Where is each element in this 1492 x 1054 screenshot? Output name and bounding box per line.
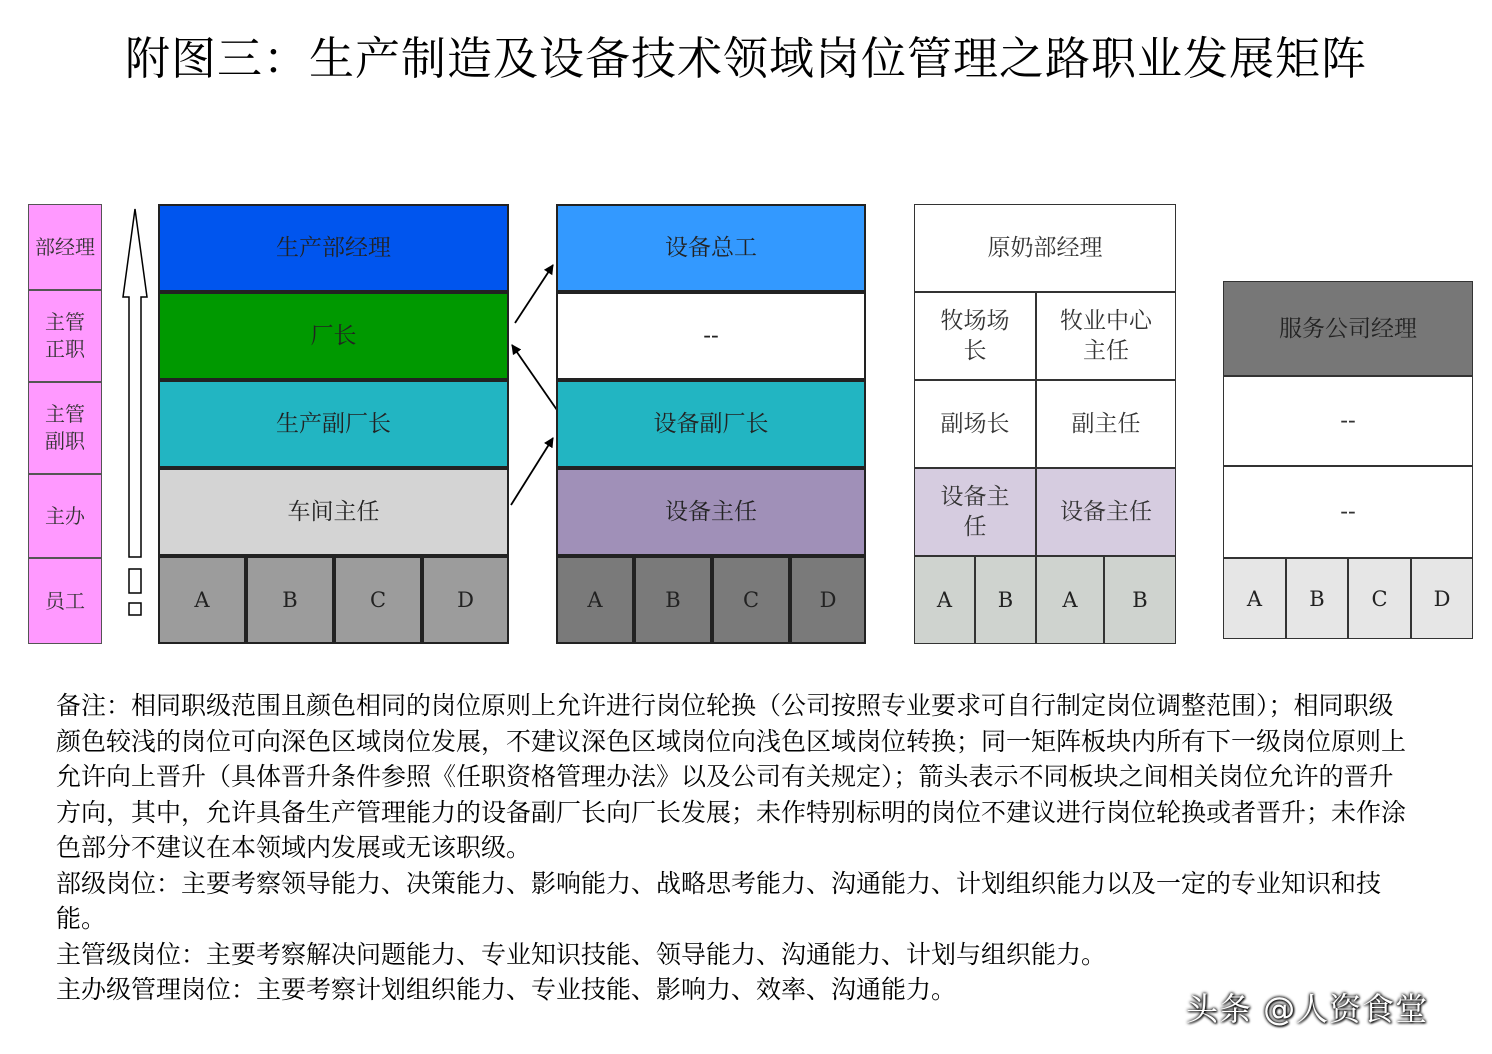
deputy-ranch-director-box: 副场长 bbox=[914, 380, 1036, 468]
level-supervisor-chief: 主管 正职 bbox=[28, 290, 102, 382]
dairy-staff-b1: B bbox=[975, 556, 1036, 644]
equipment-staff-b: B bbox=[634, 556, 712, 644]
dairy-staff-a2: A bbox=[1036, 556, 1104, 644]
production-staff-b: B bbox=[246, 556, 334, 644]
level-staff: 员工 bbox=[28, 558, 102, 644]
ranch-center-director-box: 牧业中心 主任 bbox=[1036, 292, 1176, 380]
equipment-staff-d: D bbox=[790, 556, 866, 644]
equipment-deputy-director-box: 设备副厂长 bbox=[556, 380, 866, 468]
service-manager-box: 服务公司经理 bbox=[1223, 281, 1473, 376]
level-department-manager: 部经理 bbox=[28, 204, 102, 290]
equipment-supervisor-box: 设备主任 bbox=[556, 468, 866, 556]
note-remark: 备注：相同职级范围且颜色相同的岗位原则上允许进行岗位轮换（公司按照专业要求可自行制定岗位调整范围）；相同职级颜色较浅的岗位可向深色区域岗位发展，不建议深色区域岗位向浅色区域岗位转换；同一矩阵板块内所有下一级岗位原则上允许向上晋升（具体晋升条件参照《任职资格管理办法》以及公司有关规定）；箭头表示不同板块之间相关岗位允许的晋升方向，其中，允许具备生产管理能力的设备副厂长向厂长发展；未作特别标明的岗位不建议进行岗位轮换或者晋升；未作涂色部分不建议在本领域内发展或无该职级。 bbox=[56, 691, 1407, 862]
level-supervisor-deputy: 主管 副职 bbox=[28, 382, 102, 474]
page-title: 附图三：生产制造及设备技术领域岗位管理之路职业发展矩阵 bbox=[124, 32, 1367, 85]
chief-engineer-box: 设备总工 bbox=[556, 204, 866, 292]
service-empty-box-1: -- bbox=[1223, 376, 1473, 466]
arrow-plant-to-chief-engineer bbox=[515, 265, 553, 323]
production-staff-c: C bbox=[334, 556, 422, 644]
dairy-equipment-supervisor-right-box: 设备主任 bbox=[1036, 468, 1176, 556]
service-staff-b: B bbox=[1286, 558, 1348, 639]
equipment-staff-a: A bbox=[556, 556, 634, 644]
deputy-center-director-box: 副主任 bbox=[1036, 380, 1176, 468]
dairy-staff-a1: A bbox=[914, 556, 975, 644]
notes-section bbox=[56, 688, 1416, 1008]
service-staff-a: A bbox=[1223, 558, 1286, 639]
equipment-empty-box: -- bbox=[556, 292, 866, 380]
production-staff-a: A bbox=[158, 556, 246, 644]
equipment-staff-c: C bbox=[712, 556, 790, 644]
service-staff-c: C bbox=[1348, 558, 1411, 639]
service-staff-d: D bbox=[1411, 558, 1473, 639]
note-supervisor-level: 主管级岗位：主要考察解决问题能力、专业知识技能、领导能力、沟通能力、计划与组织能力。 bbox=[56, 939, 1107, 969]
arrow-workshop-to-equip-deputy bbox=[511, 438, 553, 505]
upward-arrow-icon bbox=[110, 205, 160, 625]
production-manager-box: 生产部经理 bbox=[158, 204, 509, 292]
production-staff-d: D bbox=[422, 556, 509, 644]
service-empty-box-2: -- bbox=[1223, 466, 1473, 558]
production-deputy-director-box: 生产副厂长 bbox=[158, 380, 509, 468]
note-department-level: 部级岗位：主要考察领导能力、决策能力、影响能力、战略思考能力、沟通能力、计划组织能力以及一定的专业知识和技能。 bbox=[56, 868, 1382, 933]
note-officer-level: 主办级管理岗位：主要考察计划组织能力、专业技能、影响力、效率、沟通能力。 bbox=[56, 975, 957, 1004]
ranch-director-box: 牧场场 长 bbox=[914, 292, 1036, 380]
arrow-equip-deputy-to-plant-director bbox=[512, 345, 557, 410]
level-officer: 主办 bbox=[28, 474, 102, 558]
plant-director-box: 厂长 bbox=[158, 292, 509, 380]
dairy-staff-b2: B bbox=[1104, 556, 1176, 644]
dairy-equipment-supervisor-left-box: 设备主 任 bbox=[914, 468, 1036, 556]
workshop-director-box: 车间主任 bbox=[158, 468, 509, 556]
watermark: 头条 @人资食堂 bbox=[1186, 990, 1429, 1028]
dairy-manager-box: 原奶部经理 bbox=[914, 204, 1176, 292]
